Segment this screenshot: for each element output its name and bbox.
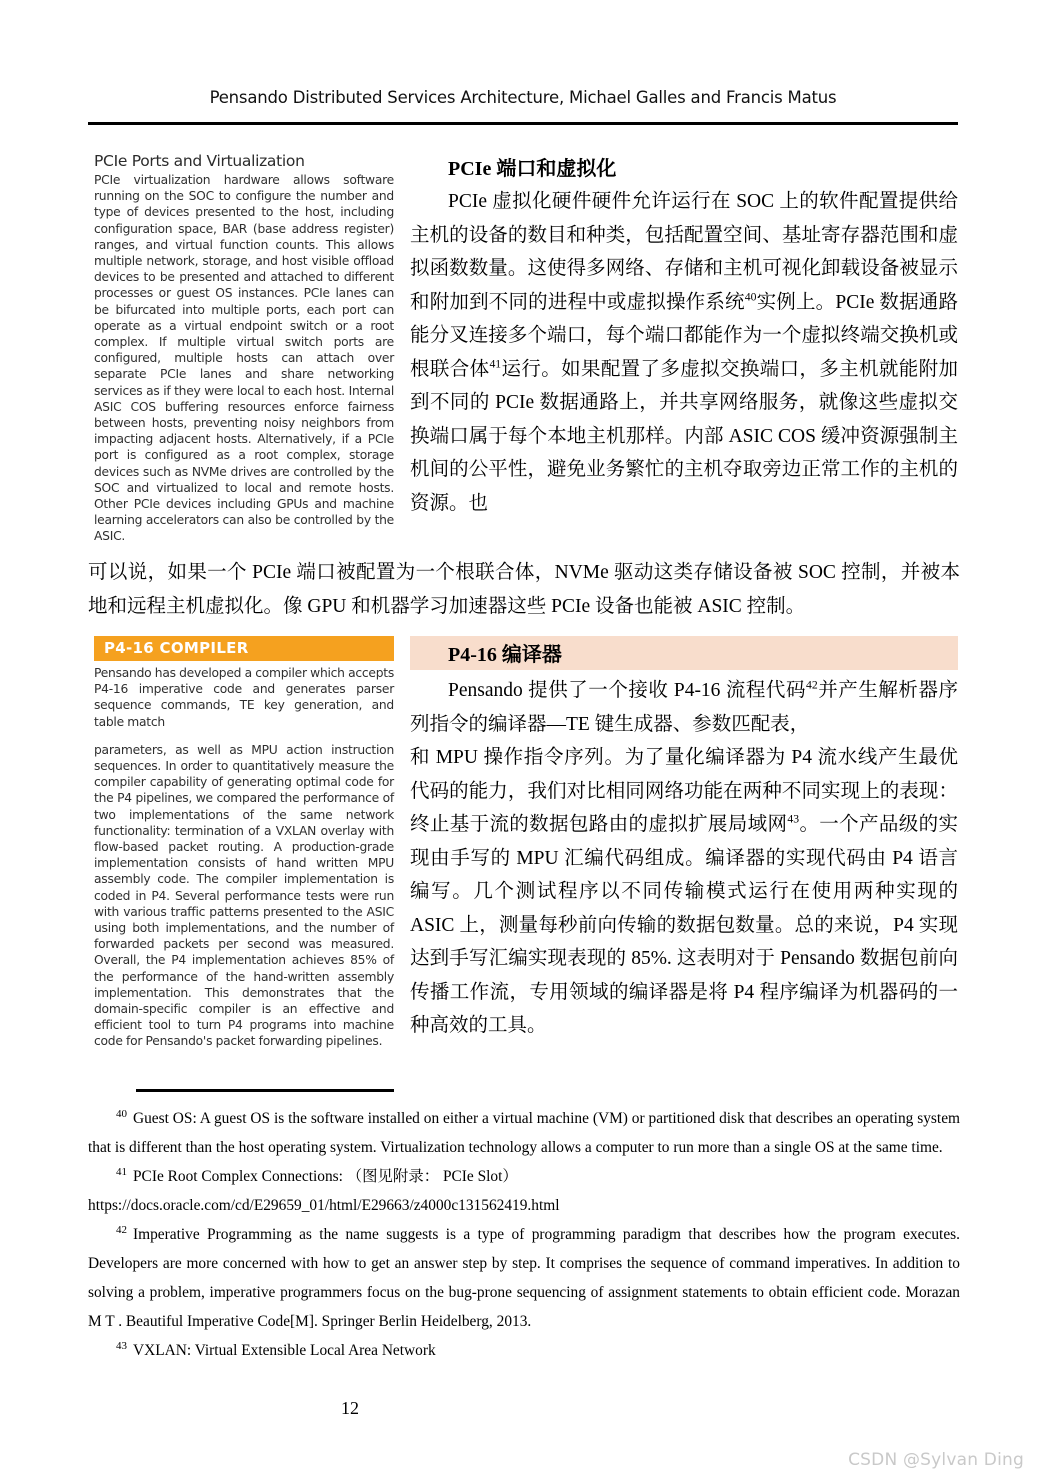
footnotes-block xyxy=(88,1104,960,1365)
footnote-ref-40[interactable]: 40 xyxy=(744,290,757,303)
footnote-43 xyxy=(88,1336,960,1365)
running-header: Pensando Distributed Services Architecture, Michael Galles and Francis Matus xyxy=(209,88,837,107)
p4-body-cn-part1: Pensando 提供了一个接收 P4-16 流程代码 xyxy=(448,680,807,701)
p4-main-column xyxy=(410,636,958,1043)
p4-body-cn-rest xyxy=(410,741,958,1043)
pcie-main-column xyxy=(410,152,958,520)
p4-body-cn-line3: 和 MPU 操作指令序列。为了量化编译器为 P4 流水线产生最优代码的能力，我们对比相同网络功能在两种不同实现上的表现：终止基于流的数据包路由的虚拟扩展局域网 xyxy=(410,747,958,835)
footnote-ref-42[interactable]: 42 xyxy=(806,678,818,692)
pcie-sidebar-column xyxy=(94,152,394,545)
footnote-40-text: Guest OS: A guest OS is the software installed on either a virtual machine (VM) or partitioned disk that describes an operating system that is different than the host operating system. Virtualization technology allows a computer to run more than a single OS at the same time. xyxy=(88,1110,960,1156)
footnote-42-number: 42 xyxy=(116,1223,127,1236)
pcie-body-cn xyxy=(410,185,958,520)
p4-body-cn-lead xyxy=(410,674,958,741)
footnote-42-text: Imperative Programming as the name suggests is a type of programming paradigm that describes how the program executes. Developers are more concerned with how to get an answer step by step. It comprises the sequence of command imperatives. In addition to solving a problem, imperative programmers focus on the bug-prone sequencing of assignment statements to obtain efficient code. Morazan M T . Beautiful Imperative Code[M]. Springer Berlin Heidelberg, 2013. xyxy=(88,1226,960,1330)
footnote-40 xyxy=(88,1104,960,1162)
footnote-ref-43[interactable]: 43 xyxy=(787,812,800,826)
footnote-42 xyxy=(88,1220,960,1336)
p4-sidebar-body-part1: Pensando has developed a compiler which accepts P4-16 imperative code and generates parser sequence commands, TE key generation, and table match xyxy=(94,666,394,729)
footnote-43-number: 43 xyxy=(116,1339,127,1352)
csdn-watermark: CSDN @Sylvan Ding xyxy=(848,1450,1024,1470)
pcie-body-cn-part1: PCIe 虚拟化硬件硬件允许运行在 SOC 上的软件配置提供给主机的设备的数目和种类，包括配置空间、基址寄存器范围和虚拟函数数量。这使得多网络、存储和主机可视化卸载设备被显示和附加到不同的进程中或虚拟操作系统 xyxy=(410,191,958,313)
pcie-body-cn-part3: 运行。如果配置了多虚拟交换端口，多主机就能附加到不同的 PCIe 数据通路上，并共享网络服务，就像这些虚拟交换端口属于每个本地主机那样。内部 ASIC COS 缓冲资源强制主机间的公平性，避免业务繁忙的主机夺取旁边正常工作的主机的资源。也 xyxy=(410,358,958,514)
p4-sidebar-column xyxy=(94,636,394,1050)
pcie-body-cn-part2: 实例上。PCIe 数据通路能分叉连接多个端口，每个端口都能作为一个虚拟终端交换机或根联合体 xyxy=(410,291,958,380)
p4-body-cn-part2: 并产生解析器序列指令的编译器—TE 键生成器、参数匹配表， xyxy=(410,680,958,735)
footnote-43-text: VXLAN: Virtual Extensible Local Area Network xyxy=(133,1342,436,1359)
footnote-41-number: 41 xyxy=(116,1165,127,1178)
p4-body-cn-part4: 。一个产品级的实现由手写的 MPU 汇编代码组成。编译器的实现代码由 P4 语言编写。几个测试程序以不同传输模式运行在使用两种实现的 ASIC 上，测量每秒前向传输的数据包数量。总的来说，P4 实现达到手写汇编实现表现的 85%. 这表明对于 Pensando 数据包前向传播工作流，专用领域的编译器是将 P4 程序编译为机器码的一种高效的工具。 xyxy=(410,814,958,1036)
footnote-40-number: 40 xyxy=(116,1107,127,1120)
pcie-sidebar-body: PCIe virtualization hardware allows software running on the SOC to configure the number and type of devices presented to the host, including configuration space, BAR (base address register) ranges, and virtual function counts. This allows multiple network, storage, and host visible offload devices to be presented and attached to different processes or guest OS instances. PCIe lanes can be bifurcated into multiple ports, each port can operate as a virtual endpoint switch or a root complex. If multiple virtual switch ports are configured, multiple hosts can attach over separate PCIe lanes and share networking services as if they were local to each host. Internal ASIC COS buffering resources enforce fairness between hosts, preventing noisy neighbors from impacting adjacent hosts. Alternatively, if a PCIe port is configured as a root complex, storage devices such as NVMe drives are controlled by the SOC and virtualized to local and remote hosts. Other PCIe devices including GPUs and machine learning accelerators can also be controlled by the ASIC. xyxy=(94,173,394,544)
footnote-41-url[interactable]: https://docs.oracle.com/cd/E29659_01/html/E29663/z4000c131562419.html xyxy=(88,1197,560,1214)
pcie-sidebar-title: PCIe Ports and Virtualization xyxy=(94,152,305,170)
p4-heading-cn: P4-16 编译器 xyxy=(410,636,958,670)
p4-sidebar-banner: P4-16 COMPILER xyxy=(94,636,394,661)
footnote-separator-rule xyxy=(136,1089,394,1092)
pcie-heading-cn: PCIe 端口和虚拟化 xyxy=(448,158,617,180)
footnote-41-text: PCIe Root Complex Connections: （图见附录： PCIe Slot） xyxy=(133,1168,518,1185)
pcie-body-cn-fullwidth: 可以说，如果一个 PCIe 端口被配置为一个根联合体，NVMe 驱动这类存储设备被 SOC 控制，并被本地和远程主机虚拟化。像 GPU 和机器学习加速器这些 PCIe 设备也能被 ASIC 控制。 xyxy=(88,561,960,617)
page-number: 12 xyxy=(341,1398,359,1418)
p4-sidebar-body-part2: parameters, as well as MPU action instruction sequences. In order to quantitatively measure the compiler capability of generating optimal code for the P4 pipelines, we compared the performance of two implementations of the same network functionality: termination of a VXLAN overlay with flow-based packet routing. A production-grade implementation consists of hand written MPU assembly code. The compiler implementation is coded in P4. Several performance tests were run with various traffic patterns presented to the ASIC using both implementations, and the number of forwarded packets per second was measured. Overall, the P4 implementation achieves 85% of the performance of the hand-written assembly implementation. This demonstrates that the domain-specific compiler is an effective and efficient tool to turn P4 programs into machine code for Pensando's packet forwarding pipelines. xyxy=(94,742,394,1049)
header-divider-rule xyxy=(88,122,958,125)
footnote-ref-41[interactable]: 41 xyxy=(489,357,502,370)
footnote-41 xyxy=(88,1162,960,1191)
